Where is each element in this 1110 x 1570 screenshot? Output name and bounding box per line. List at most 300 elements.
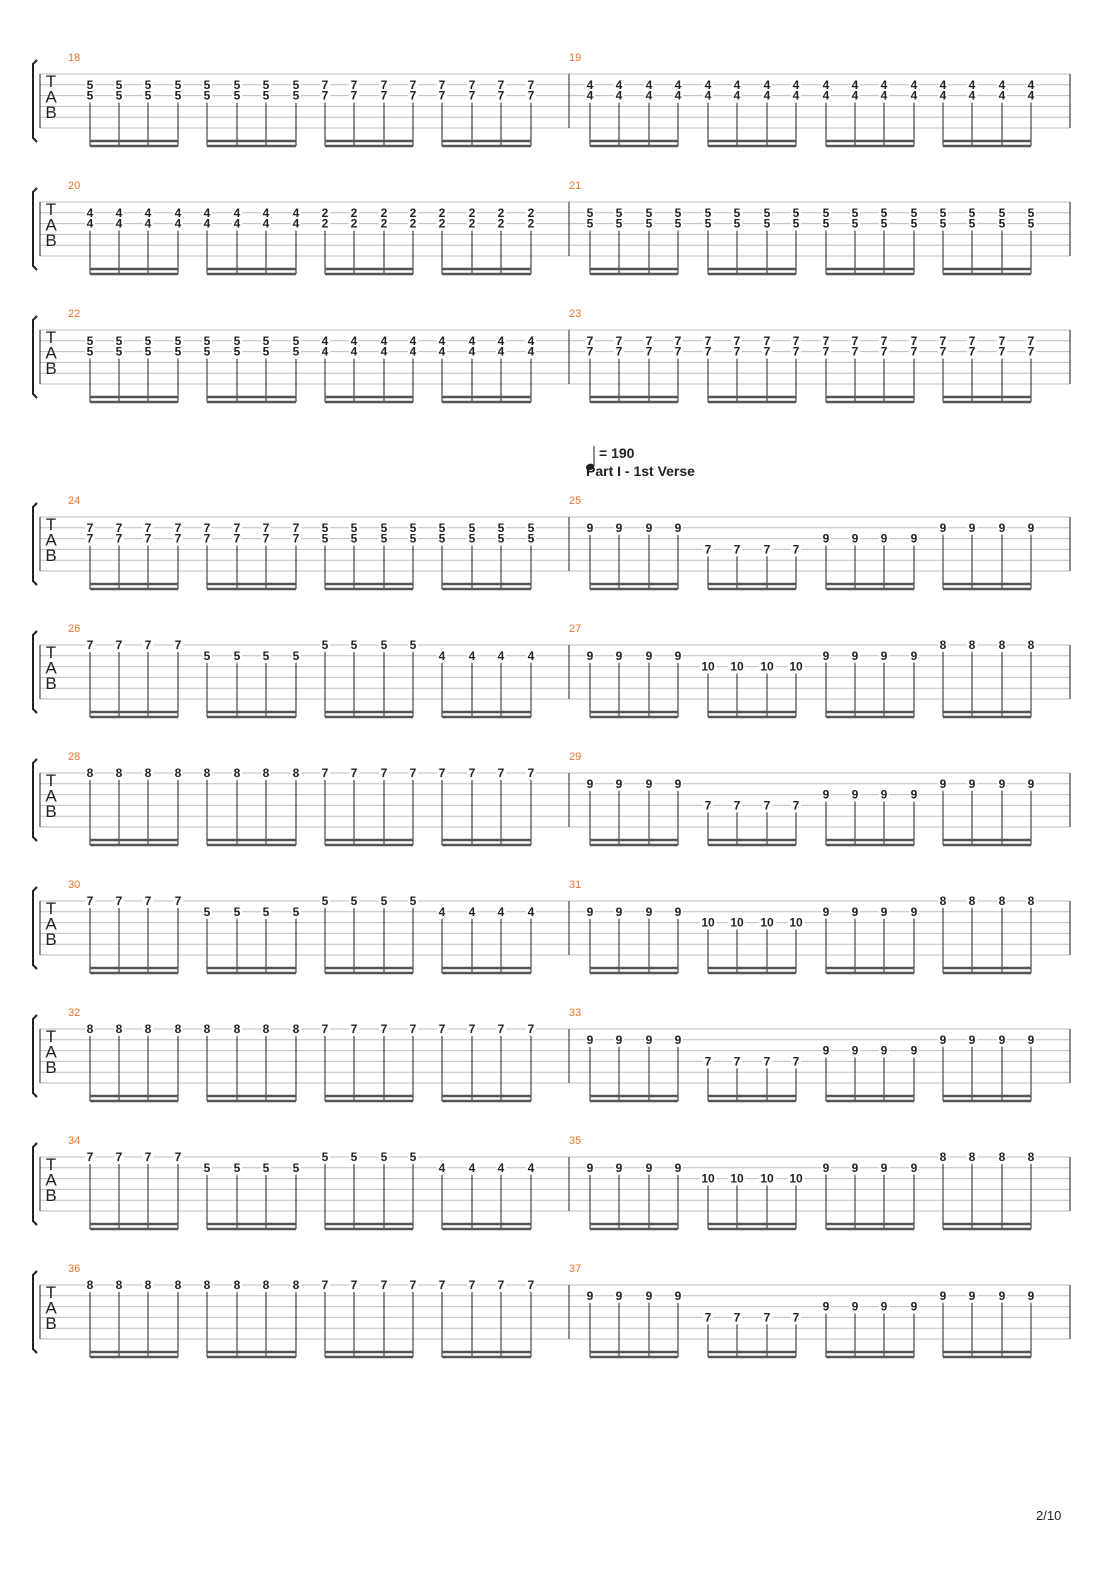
fret-number: 4 [822,77,830,92]
fret-number: 10 [760,659,774,674]
tab-clef-letter: B [45,1058,57,1077]
fret-number: 7 [733,333,741,348]
fret-number: 5 [497,531,505,546]
fret-number: 2 [321,205,329,220]
fret-number: 9 [939,1032,947,1047]
fret-number: 10 [730,915,744,930]
measure-number: 33 [569,1007,582,1019]
fret-number: 7 [438,1022,446,1036]
fret-number: 9 [822,648,830,663]
fret-number: 4 [438,333,446,348]
fret-number: 7 [409,1278,417,1292]
fret-number: 7 [468,1022,476,1036]
fret-number: 9 [586,648,594,663]
fret-number: 8 [1027,1150,1035,1164]
fret-number: 5 [233,648,241,663]
fret-number: 7 [468,1278,476,1292]
fret-number: 7 [822,344,830,359]
system-bracket [33,1143,37,1225]
fret-number: 9 [674,520,682,535]
fret-number: 5 [409,1150,417,1164]
fret-number: 7 [763,542,771,557]
fret-number: 7 [86,520,94,535]
tab-clef-letter: A [45,914,57,934]
fret-number: 2 [438,205,446,220]
tab-clef-letter: T [45,72,57,91]
fret-number: 4 [468,344,476,359]
fret-number: 4 [939,77,947,92]
fret-number: 8 [233,1278,241,1292]
fret-number: 7 [174,531,182,546]
fret-number: 9 [880,787,888,802]
tab-clef-letter: T [45,899,57,918]
fret-number: 7 [527,88,535,103]
fret-number: 4 [792,88,800,103]
fret-number: 8 [262,1022,270,1036]
fret-number: 4 [645,88,653,103]
fret-number: 9 [1027,1288,1035,1303]
fret-number: 5 [144,77,152,92]
fret-number: 9 [674,776,682,791]
fret-number: 5 [674,205,682,220]
fret-number: 7 [380,1278,388,1292]
fret-number: 5 [409,638,417,652]
measure-number: 18 [68,52,81,64]
fret-number: 5 [292,88,300,103]
fret-number: 8 [144,1278,152,1292]
fret-number: 7 [822,333,830,348]
fret-number: 4 [438,344,446,359]
fret-number: 5 [350,894,358,908]
fret-number: 5 [645,205,653,220]
fret-number: 5 [174,77,182,92]
fret-number: 9 [615,520,623,535]
fret-number: 4 [233,205,241,220]
fret-number: 8 [1027,894,1035,908]
fret-number: 4 [792,77,800,92]
fret-number: 8 [144,766,152,780]
fret-number: 7 [321,88,329,103]
fret-number: 7 [144,894,152,908]
measure-number: 21 [569,180,582,192]
fret-number: 5 [409,894,417,908]
fret-number: 4 [704,77,712,92]
fret-number: 5 [438,531,446,546]
fret-number: 10 [701,1171,715,1186]
fret-number: 9 [645,648,653,663]
fret-number: 7 [586,344,594,359]
fret-number: 7 [115,520,123,535]
fret-number: 5 [203,88,211,103]
tab-clef-letter: B [45,1314,57,1333]
fret-number: 5 [262,1160,270,1175]
fret-number: 4 [144,205,152,220]
fret-number: 10 [701,915,715,930]
fret-number: 5 [115,88,123,103]
fret-number: 7 [262,520,270,535]
fret-number: 8 [292,1278,300,1292]
fret-number: 7 [792,344,800,359]
fret-number: 5 [262,77,270,92]
fret-number: 5 [851,205,859,220]
fret-number: 7 [86,1150,94,1164]
fret-number: 9 [822,531,830,546]
fret-number: 5 [1027,205,1035,220]
fret-number: 5 [292,333,300,348]
fret-number: 9 [998,1032,1006,1047]
fret-number: 4 [262,216,270,231]
tab-clef-letter: A [45,786,57,806]
fret-number: 7 [704,1310,712,1325]
fret-number: 9 [851,904,859,919]
fret-number: 5 [468,520,476,535]
fret-number: 10 [701,659,715,674]
tab-clef-letter: T [45,771,57,790]
fret-number: 7 [910,333,918,348]
fret-number: 5 [262,648,270,663]
fret-number: 9 [645,1160,653,1175]
tab-clef-letter: A [45,658,57,678]
fret-number: 8 [203,1022,211,1036]
fret-number: 7 [968,333,976,348]
tab-clef-letter: B [45,1186,57,1205]
fret-number: 5 [321,1150,329,1164]
fret-number: 7 [733,542,741,557]
fret-number: 5 [674,216,682,231]
tab-clef-letter: T [45,200,57,219]
fret-number: 7 [409,77,417,92]
fret-number: 9 [1027,776,1035,791]
fret-number: 9 [822,787,830,802]
fret-number: 10 [789,659,803,674]
fret-number: 7 [497,77,505,92]
fret-number: 4 [468,1160,476,1175]
fret-number: 4 [144,216,152,231]
fret-number: 9 [674,1160,682,1175]
fret-number: 2 [497,205,505,220]
fret-number: 9 [586,776,594,791]
fret-number: 7 [704,333,712,348]
measure-number: 27 [569,623,582,635]
fret-number: 5 [822,205,830,220]
fret-number: 8 [233,1022,241,1036]
fret-number: 9 [910,787,918,802]
fret-number: 4 [350,333,358,348]
fret-number: 5 [998,216,1006,231]
fret-number: 5 [86,88,94,103]
fret-number: 5 [968,216,976,231]
fret-number: 2 [350,205,358,220]
fret-number: 8 [203,766,211,780]
fret-number: 5 [203,904,211,919]
fret-number: 5 [527,520,535,535]
fret-number: 8 [86,766,94,780]
fret-number: 9 [645,1032,653,1047]
fret-number: 4 [733,88,741,103]
fret-number: 8 [939,1150,947,1164]
fret-number: 7 [144,520,152,535]
fret-number: 9 [851,1160,859,1175]
tab-clef-letter: T [45,328,57,347]
fret-number: 5 [321,531,329,546]
fret-number: 4 [968,77,976,92]
fret-number: 4 [1027,88,1035,103]
fret-number: 8 [968,1150,976,1164]
fret-number: 4 [321,344,329,359]
tab-clef-letter: B [45,231,57,250]
fret-number: 4 [203,216,211,231]
fret-number: 7 [704,798,712,813]
fret-number: 5 [144,344,152,359]
fret-number: 7 [527,77,535,92]
fret-number: 8 [968,638,976,652]
fret-number: 7 [763,798,771,813]
fret-number: 7 [1027,344,1035,359]
fret-number: 7 [438,77,446,92]
fret-number: 4 [497,333,505,348]
fret-number: 5 [233,88,241,103]
fret-number: 9 [968,776,976,791]
fret-number: 5 [704,205,712,220]
fret-number: 9 [968,1032,976,1047]
fret-number: 7 [350,77,358,92]
measure-number: 20 [68,180,81,192]
fret-number: 5 [321,520,329,535]
tempo-marking: = 190 [599,445,635,461]
page-number: 2/10 [1036,1508,1062,1523]
fret-number: 5 [939,205,947,220]
fret-number: 4 [1027,77,1035,92]
tab-clef-letter: A [45,530,57,550]
fret-number: 9 [586,904,594,919]
fret-number: 7 [733,798,741,813]
fret-number: 4 [674,77,682,92]
fret-number: 9 [998,1288,1006,1303]
fret-number: 5 [910,216,918,231]
measure-number: 23 [569,308,582,320]
fret-number: 8 [292,766,300,780]
fret-number: 8 [292,1022,300,1036]
fret-number: 7 [262,531,270,546]
fret-number: 4 [438,904,446,919]
fret-number: 9 [880,1160,888,1175]
fret-number: 4 [968,88,976,103]
fret-number: 4 [409,333,417,348]
fret-number: 9 [822,1160,830,1175]
fret-number: 9 [910,1043,918,1058]
fret-number: 7 [115,894,123,908]
fret-number: 5 [409,520,417,535]
fret-number: 7 [321,77,329,92]
fret-number: 5 [733,216,741,231]
fret-number: 5 [350,638,358,652]
fret-number: 4 [851,77,859,92]
fret-number: 4 [174,216,182,231]
measure-number: 35 [569,1135,582,1147]
fret-number: 9 [586,520,594,535]
fret-number: 7 [527,1022,535,1036]
fret-number: 4 [438,1160,446,1175]
fret-number: 4 [203,205,211,220]
fret-number: 8 [86,1022,94,1036]
fret-number: 4 [321,333,329,348]
fret-number: 4 [615,77,623,92]
fret-number: 5 [203,344,211,359]
fret-number: 7 [939,344,947,359]
fret-number: 5 [262,333,270,348]
fret-number: 7 [998,333,1006,348]
fret-number: 4 [174,205,182,220]
fret-number: 9 [645,776,653,791]
fret-number: 4 [645,77,653,92]
fret-number: 5 [468,531,476,546]
fret-number: 2 [468,205,476,220]
fret-number: 9 [998,776,1006,791]
tab-clef-letter: A [45,1170,57,1190]
fret-number: 4 [822,88,830,103]
fret-number: 5 [233,77,241,92]
fret-number: 5 [497,520,505,535]
fret-number: 7 [438,766,446,780]
fret-number: 5 [438,520,446,535]
fret-number: 9 [674,648,682,663]
fret-number: 9 [851,648,859,663]
fret-number: 4 [497,1160,505,1175]
system-bracket [33,60,37,142]
fret-number: 4 [380,344,388,359]
fret-number: 5 [86,77,94,92]
fret-number: 5 [939,216,947,231]
fret-number: 4 [674,88,682,103]
fret-number: 8 [262,1278,270,1292]
fret-number: 7 [86,638,94,652]
fret-number: 7 [792,798,800,813]
system-bracket [33,188,37,270]
fret-number: 5 [292,77,300,92]
fret-number: 9 [1027,1032,1035,1047]
fret-number: 5 [380,520,388,535]
tab-clef-letter: A [45,215,57,235]
fret-number: 7 [792,1054,800,1069]
fret-number: 4 [86,216,94,231]
fret-number: 5 [115,344,123,359]
fret-number: 7 [438,88,446,103]
tab-clef-letter: A [45,1298,57,1318]
fret-number: 5 [822,216,830,231]
fret-number: 8 [203,1278,211,1292]
fret-number: 5 [292,344,300,359]
fret-number: 5 [233,904,241,919]
fret-number: 4 [233,216,241,231]
measure-number: 24 [68,495,81,507]
fret-number: 7 [851,344,859,359]
fret-number: 2 [380,216,388,231]
fret-number: 8 [86,1278,94,1292]
fret-number: 2 [321,216,329,231]
fret-number: 8 [968,894,976,908]
fret-number: 7 [409,88,417,103]
fret-number: 9 [615,1160,623,1175]
fret-number: 4 [851,88,859,103]
fret-number: 7 [350,1022,358,1036]
fret-number: 4 [380,333,388,348]
tab-clef-letter: B [45,674,57,693]
fret-number: 7 [792,333,800,348]
fret-number: 4 [468,648,476,663]
fret-number: 8 [233,766,241,780]
fret-number: 5 [910,205,918,220]
fret-number: 8 [174,1278,182,1292]
fret-number: 7 [880,344,888,359]
fret-number: 4 [262,205,270,220]
tab-clef-letter: B [45,359,57,378]
fret-number: 5 [615,216,623,231]
fret-number: 4 [497,904,505,919]
tab-clef-letter: B [45,930,57,949]
fret-number: 7 [704,542,712,557]
fret-number: 4 [939,88,947,103]
fret-number: 7 [615,333,623,348]
tab-clef-letter: T [45,1027,57,1046]
fret-number: 5 [174,88,182,103]
fret-number: 7 [350,1278,358,1292]
section-marker: Part I - 1st Verse [586,463,695,479]
fret-number: 4 [733,77,741,92]
fret-number: 2 [438,216,446,231]
fret-number: 9 [851,1299,859,1314]
fret-number: 7 [763,344,771,359]
fret-number: 9 [880,531,888,546]
fret-number: 7 [851,333,859,348]
fret-number: 4 [586,77,594,92]
fret-number: 5 [86,333,94,348]
measure-number: 37 [569,1263,582,1275]
tab-clef-letter: B [45,546,57,565]
fret-number: 4 [615,88,623,103]
fret-number: 7 [497,1022,505,1036]
fret-number: 9 [939,520,947,535]
fret-number: 5 [380,531,388,546]
fret-number: 4 [497,648,505,663]
fret-number: 5 [262,904,270,919]
fret-number: 10 [789,915,803,930]
fret-number: 7 [203,531,211,546]
fret-number: 7 [527,766,535,780]
fret-number: 10 [760,915,774,930]
fret-number: 8 [262,766,270,780]
fret-number: 7 [86,531,94,546]
fret-number: 5 [144,88,152,103]
fret-number: 5 [174,344,182,359]
fret-number: 7 [704,1054,712,1069]
system-bracket [33,1015,37,1097]
fret-number: 5 [86,344,94,359]
fret-number: 2 [409,216,417,231]
fret-number: 4 [527,344,535,359]
fret-number: 4 [527,648,535,663]
fret-number: 7 [233,531,241,546]
fret-number: 7 [615,344,623,359]
fret-number: 4 [527,1160,535,1175]
fret-number: 7 [144,531,152,546]
fret-number: 7 [704,344,712,359]
fret-number: 5 [203,1160,211,1175]
fret-number: 9 [939,776,947,791]
fret-number: 7 [115,638,123,652]
fret-number: 5 [380,894,388,908]
fret-number: 8 [998,638,1006,652]
fret-number: 4 [763,77,771,92]
